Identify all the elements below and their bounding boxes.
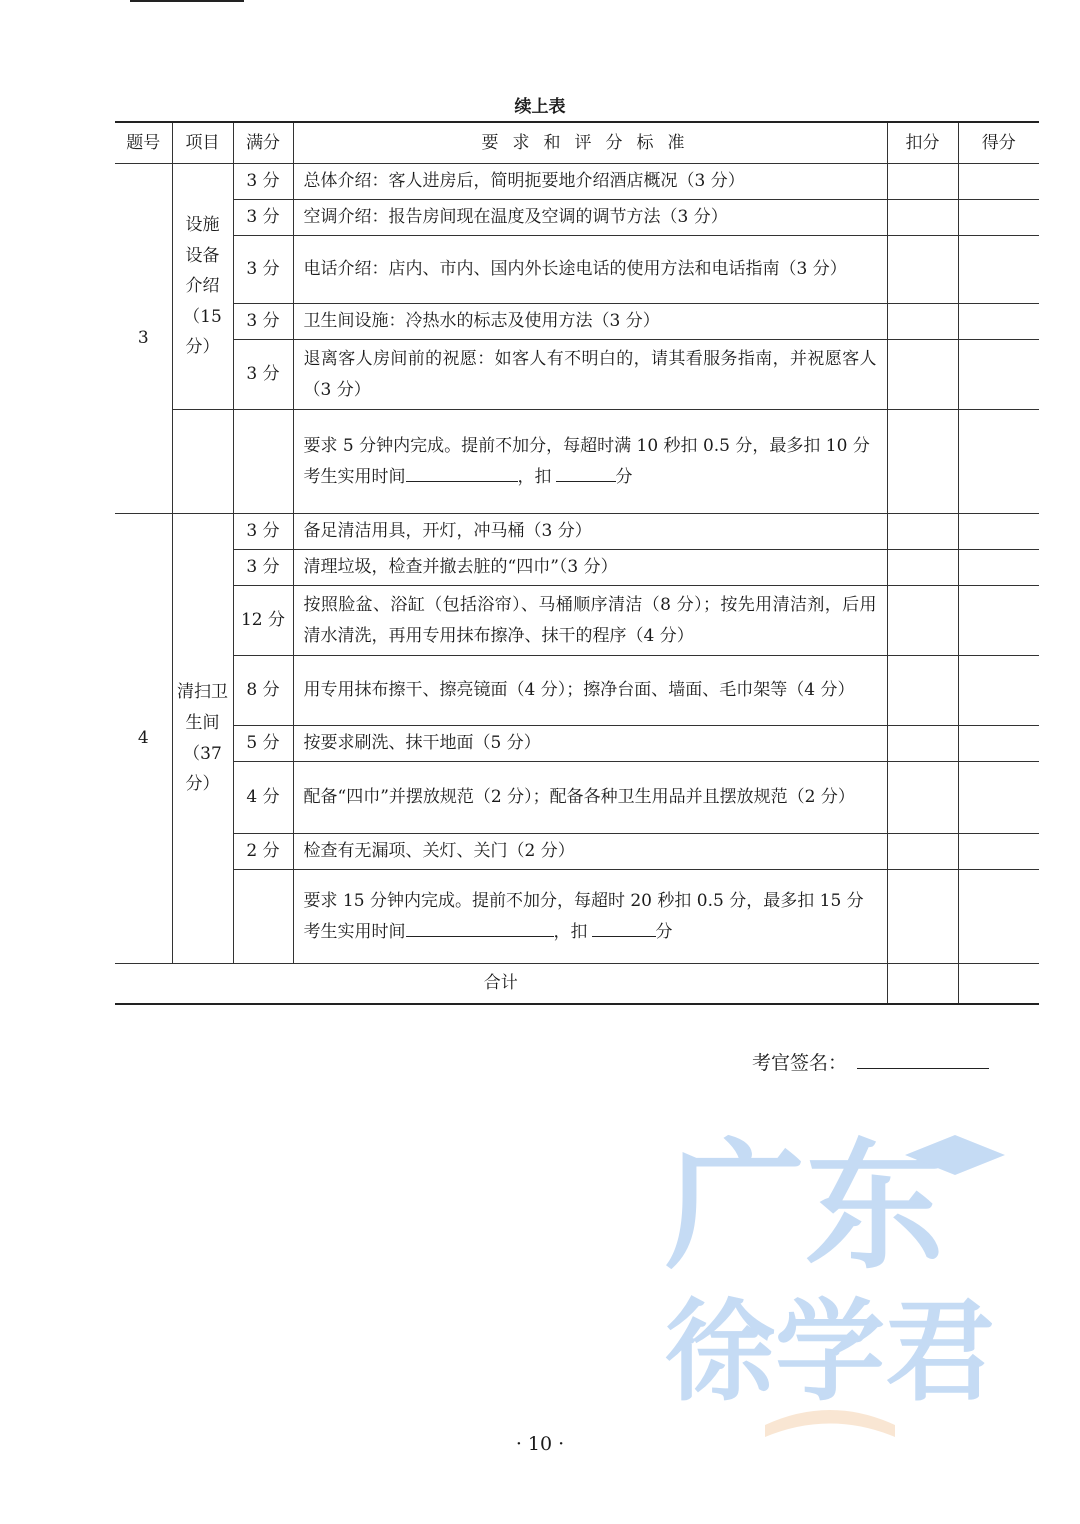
- score-cell: [958, 200, 1039, 236]
- page-title: 续上表: [514, 97, 566, 117]
- item-line: （37: [183, 743, 222, 764]
- total-row: [115, 964, 1039, 1004]
- points-cell: 3 分: [233, 514, 293, 550]
- time-rule-row: [115, 870, 1039, 964]
- score-cell: [958, 410, 1039, 514]
- points-cell: 4 分: [233, 762, 293, 834]
- points-cell: 3 分: [233, 236, 293, 304]
- scoring-table: [115, 121, 1039, 1005]
- time-rule-cell: [293, 870, 887, 964]
- deduct-cell: [887, 340, 958, 410]
- criteria-cell: 按照脸盆、浴缸（包括浴帘）、马桶顺序清洁（8 分）；按先用清洁剂，后用清水清洗，再用专用抹布擦净、抹干的程序（4 分）: [293, 586, 887, 656]
- criteria-cell: 用专用抹布擦干、擦亮镜面（4 分）；擦净台面、墙面、毛巾架等（4 分）: [293, 656, 887, 726]
- score-cell: [958, 870, 1039, 964]
- time-rule-text: 要求 5 分钟内完成。提前不加分，每超时满 10 秒扣 0.5 分，最多扣 10 分: [303, 435, 870, 456]
- top-rule: [130, 0, 244, 2]
- signature-label: 考官签名：: [752, 1052, 848, 1074]
- deduct-blank: [556, 463, 616, 482]
- score-cell: [958, 164, 1039, 200]
- criteria-cell: 卫生间设施：冷热水的标志及使用方法（3 分）: [293, 304, 887, 340]
- deduct-cell: [887, 762, 958, 834]
- page-number: · 10 ·: [515, 1433, 565, 1455]
- item-line: （15: [183, 306, 222, 327]
- header-item: 项目: [172, 122, 233, 164]
- table-row: [115, 200, 1039, 236]
- criteria-cell: 检查有无漏项、关灯、关门（2 分）: [293, 834, 887, 870]
- header-deduct: 扣分: [887, 122, 958, 164]
- total-score-cell: [958, 964, 1039, 1004]
- item-line: 设施: [185, 215, 220, 236]
- score-cell: [958, 834, 1039, 870]
- item-line: 介绍: [185, 276, 220, 297]
- watermark-logo: [655, 1125, 1015, 1455]
- points-cell: 2 分: [233, 834, 293, 870]
- empty-points-cell: [233, 410, 293, 514]
- deduct-cell: [887, 514, 958, 550]
- criteria-cell: 配备“四巾”并摆放规范（2 分）；配备各种卫生用品并且摆放规范（2 分）: [293, 762, 887, 834]
- table-row: [115, 726, 1039, 762]
- score-cell: [958, 726, 1039, 762]
- total-label: 合计: [115, 964, 887, 1004]
- deduct-cell: [887, 410, 958, 514]
- time-label: 考生实用时间: [303, 921, 406, 942]
- unit-label: 分: [615, 466, 633, 487]
- empty-item-cell: [172, 410, 233, 514]
- deduct-cell: [887, 726, 958, 762]
- section-number: 3: [115, 164, 172, 514]
- criteria-cell: 清理垃圾，检查并撤去脏的“四巾”（3 分）: [293, 550, 887, 586]
- score-cell: [958, 586, 1039, 656]
- points-cell: 3 分: [233, 200, 293, 236]
- score-cell: [958, 304, 1039, 340]
- score-cell: [958, 656, 1039, 726]
- time-rule-cell: [293, 410, 887, 514]
- item-line: 生间: [185, 712, 220, 733]
- time-rule-text: 要求 15 分钟内完成。提前不加分，每超时 20 秒扣 0.5 分，最多扣 15 分: [303, 890, 864, 911]
- header-num: 题号: [115, 122, 172, 164]
- watermark-text-line1: 广东: [665, 1126, 946, 1289]
- points-cell: 3 分: [233, 550, 293, 586]
- points-cell: 8 分: [233, 656, 293, 726]
- header-row: [115, 122, 1039, 164]
- deduct-cell: [887, 164, 958, 200]
- section-item: [172, 514, 233, 964]
- deduct-cell: [887, 870, 958, 964]
- item-line: 清扫卫: [177, 682, 228, 703]
- header-score: 得分: [958, 122, 1039, 164]
- deduct-cell: [887, 550, 958, 586]
- table-row: [115, 304, 1039, 340]
- table-row: [115, 586, 1039, 656]
- time-blank: [406, 918, 554, 937]
- table-row: [115, 514, 1039, 550]
- score-cell: [958, 762, 1039, 834]
- header-standard: 要求和评分标准: [293, 122, 887, 164]
- deduct-blank: [592, 918, 656, 937]
- deduct-cell: [887, 586, 958, 656]
- table-row: [115, 762, 1039, 834]
- score-cell: [958, 340, 1039, 410]
- criteria-cell: 电话介绍：店内、市内、国内外长途电话的使用方法和电话指南（3 分）: [293, 236, 887, 304]
- criteria-cell: 备足清洁用具，开灯，冲马桶（3 分）: [293, 514, 887, 550]
- points-cell: 3 分: [233, 304, 293, 340]
- time-label: 考生实用时间: [303, 466, 406, 487]
- signature-blank: [857, 1050, 989, 1069]
- deduct-cell: [887, 200, 958, 236]
- deduct-cell: [887, 304, 958, 340]
- table-row: [115, 834, 1039, 870]
- deduct-cell: [887, 834, 958, 870]
- points-cell: 12 分: [233, 586, 293, 656]
- item-line: 分）: [185, 774, 220, 795]
- criteria-cell: 空调介绍：报告房间现在温度及空调的调节方法（3 分）: [293, 200, 887, 236]
- deduct-cell: [887, 236, 958, 304]
- criteria-cell: 总体介绍：客人进房后，简明扼要地介绍酒店概况（3 分）: [293, 164, 887, 200]
- time-rule-row: [115, 410, 1039, 514]
- empty-points-cell: [233, 870, 293, 964]
- points-cell: 3 分: [233, 340, 293, 410]
- points-cell: 5 分: [233, 726, 293, 762]
- watermark-text-line2: 徐学君: [665, 1288, 995, 1416]
- header-full: 满分: [233, 122, 293, 164]
- item-line: 设备: [185, 245, 220, 266]
- total-deduct-cell: [887, 964, 958, 1004]
- score-cell: [958, 514, 1039, 550]
- score-cell: [958, 550, 1039, 586]
- score-cell: [958, 236, 1039, 304]
- criteria-cell: 退离客人房间前的祝愿：如客人有不明白的，请其看服务指南，并祝愿客人（3 分）: [293, 340, 887, 410]
- section-number: 4: [115, 514, 172, 964]
- item-line: 分）: [185, 337, 220, 358]
- criteria-cell: 按要求刷洗、抹干地面（5 分）: [293, 726, 887, 762]
- deduct-label: ，扣: [517, 466, 552, 487]
- table-row: [115, 164, 1039, 200]
- table-row: [115, 236, 1039, 304]
- table-row: [115, 340, 1039, 410]
- unit-label: 分: [655, 921, 673, 942]
- time-blank: [406, 463, 518, 482]
- table-row: [115, 656, 1039, 726]
- section-item: [172, 164, 233, 410]
- examiner-signature: [752, 1048, 989, 1075]
- deduct-cell: [887, 656, 958, 726]
- table-row: [115, 550, 1039, 586]
- points-cell: 3 分: [233, 164, 293, 200]
- deduct-label: ，扣: [553, 921, 588, 942]
